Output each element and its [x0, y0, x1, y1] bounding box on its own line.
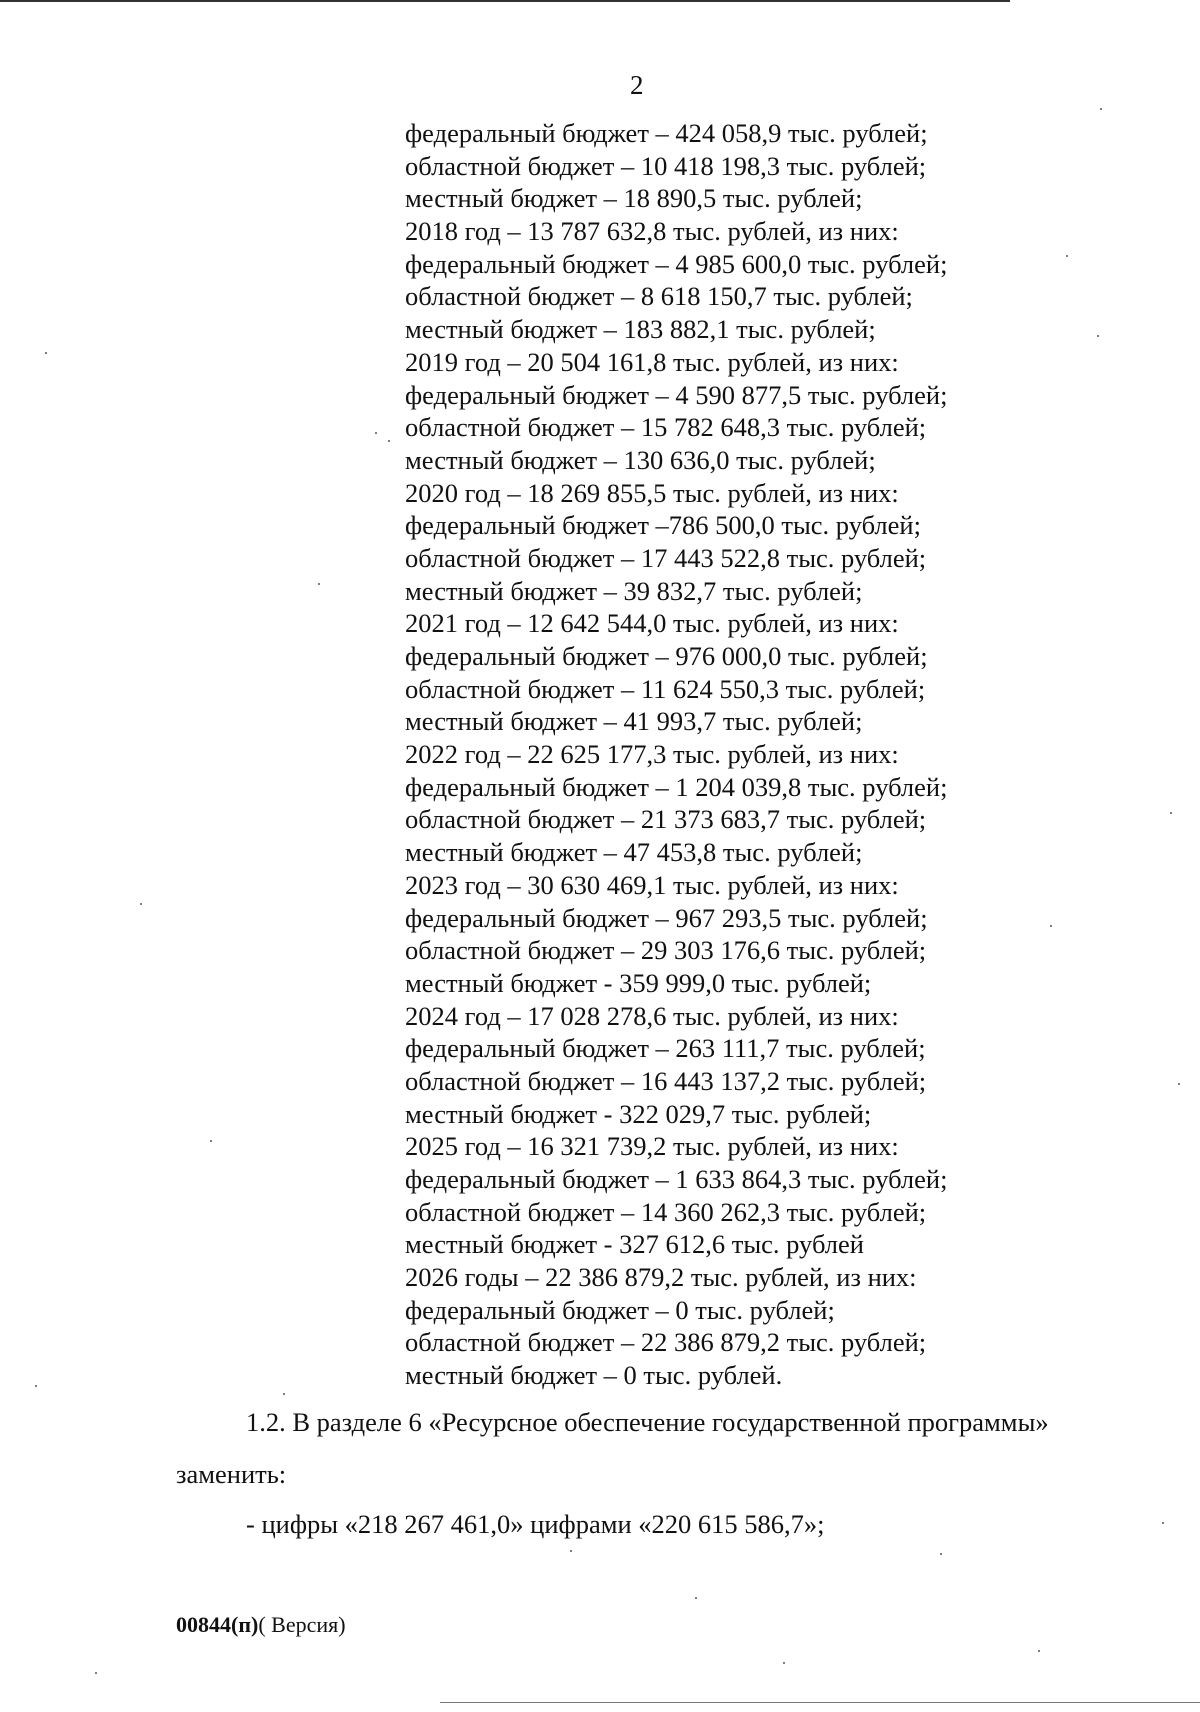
page-number: 2 — [630, 70, 644, 100]
budget-line: федеральный бюджет – 424 058,9 тыс. рублей; — [405, 118, 928, 148]
budget-line: федеральный бюджет – 4 590 877,5 тыс. рублей; — [405, 379, 948, 410]
budget-line: федеральный бюджет – 0 тыс. рублей; — [405, 1294, 835, 1325]
scan-speck — [1100, 108, 1102, 110]
budget-line: федеральный бюджет – 1 204 039,8 тыс. рублей; — [405, 771, 948, 802]
budget-line: 2018 год – 13 787 632,8 тыс. рублей, из них: — [405, 216, 899, 247]
budget-line: местный бюджет - 359 999,0 тыс. рублей; — [405, 967, 872, 998]
budget-line: областной бюджет – 11 624 550,3 тыс. рублей; — [405, 673, 926, 704]
budget-breakdown-list — [405, 117, 947, 1392]
scan-speck — [1162, 1522, 1164, 1524]
scan-speck — [388, 440, 390, 442]
budget-line: федеральный бюджет – 976 000,0 тыс. рублей; — [405, 641, 928, 671]
digits-replacement-item: - цифры «218 267 461,0» цифрами «220 615 586,7»; — [246, 1509, 825, 1539]
scan-speck — [283, 1393, 285, 1395]
clause-paragraph: 1.2. В разделе 6 «Ресурсное обеспечение государственной программы» — [246, 1407, 1049, 1437]
scan-speck — [1178, 1083, 1180, 1085]
budget-line: местный бюджет – 183 882,1 тыс. рублей; — [405, 314, 876, 345]
budget-line: 2025 год – 16 321 739,2 тыс. рублей, из них: — [405, 1131, 899, 1162]
budget-line: федеральный бюджет – 1 633 864,3 тыс. рублей; — [405, 1164, 948, 1194]
scan-speck — [1050, 925, 1052, 927]
budget-line: местный бюджет – 39 832,7 тыс. рублей; — [405, 575, 863, 606]
budget-line: федеральный бюджет – 263 111,7 тыс. рублей; — [405, 1033, 926, 1064]
budget-line: областной бюджет – 29 303 176,6 тыс. рублей; — [405, 935, 927, 966]
scan-speck — [318, 583, 320, 585]
scan-speck — [1170, 812, 1172, 814]
budget-line: 2026 годы – 22 386 879,2 тыс. рублей, из них: — [405, 1262, 917, 1293]
budget-line: местный бюджет – 18 890,5 тыс. рублей; — [405, 183, 863, 214]
bottom-scan-edge — [440, 1702, 1200, 1703]
replace-instruction: заменить: — [176, 1459, 287, 1489]
budget-line: федеральный бюджет – 4 985 600,0 тыс. рублей; — [405, 248, 948, 279]
scan-speck — [1038, 1650, 1040, 1652]
budget-line: областной бюджет – 21 373 683,7 тыс. рублей; — [405, 804, 927, 835]
budget-line: местный бюджет – 0 тыс. рублей. — [405, 1360, 783, 1391]
budget-line: местный бюджет – 41 993,7 тыс. рублей; — [405, 706, 863, 737]
budget-line: областной бюджет – 15 782 648,3 тыс. рублей; — [405, 412, 927, 443]
scan-speck — [940, 1553, 942, 1555]
budget-line: федеральный бюджет –786 500,0 тыс. рублей; — [405, 510, 921, 541]
budget-line: областной бюджет – 17 443 522,8 тыс. рублей; — [405, 542, 927, 573]
budget-line: 2024 год – 17 028 278,6 тыс. рублей, из них: — [405, 1000, 899, 1031]
budget-line: 2022 год – 22 625 177,3 тыс. рублей, из них: — [405, 739, 899, 770]
scan-speck — [95, 1672, 97, 1674]
scan-speck — [375, 432, 377, 434]
document-footer — [176, 1612, 346, 1638]
budget-line: 2023 год – 30 630 469,1 тыс. рублей, из них: — [405, 869, 899, 900]
document-version: ( Версия) — [258, 1612, 346, 1637]
budget-line: областной бюджет – 10 418 198,3 тыс. рублей; — [405, 150, 927, 181]
top-scan-edge — [0, 0, 1010, 2]
scan-speck — [45, 352, 47, 354]
budget-line: областной бюджет – 14 360 262,3 тыс. рублей; — [405, 1196, 927, 1227]
document-code: 00844(п) — [176, 1612, 259, 1637]
budget-line: областной бюджет – 22 386 879,2 тыс. рублей; — [405, 1327, 927, 1358]
budget-line: местный бюджет – 130 636,0 тыс. рублей; — [405, 444, 876, 475]
scan-speck — [570, 1550, 572, 1552]
budget-line: областной бюджет – 16 443 137,2 тыс. рублей; — [405, 1065, 927, 1096]
budget-line: областной бюджет – 8 618 150,7 тыс. рублей; — [405, 281, 913, 312]
budget-line: федеральный бюджет – 967 293,5 тыс. рублей; — [405, 902, 928, 933]
budget-line: 2019 год – 20 504 161,8 тыс. рублей, из них: — [405, 346, 899, 377]
budget-line: местный бюджет - 322 029,7 тыс. рублей; — [405, 1098, 872, 1129]
scan-speck — [35, 1385, 37, 1387]
budget-line: 2021 год – 12 642 544,0 тыс. рублей, из них: — [405, 608, 899, 639]
scan-speck — [1066, 255, 1068, 257]
scan-speck — [695, 1597, 697, 1599]
scan-speck — [1097, 335, 1099, 337]
budget-line: 2020 год – 18 269 855,5 тыс. рублей, из них: — [405, 477, 899, 508]
scan-speck — [210, 1140, 212, 1142]
scan-speck — [140, 903, 142, 905]
budget-line: местный бюджет – 47 453,8 тыс. рублей; — [405, 837, 863, 868]
scan-speck — [783, 1662, 785, 1664]
budget-line: местный бюджет - 327 612,6 тыс. рублей — [405, 1229, 864, 1260]
